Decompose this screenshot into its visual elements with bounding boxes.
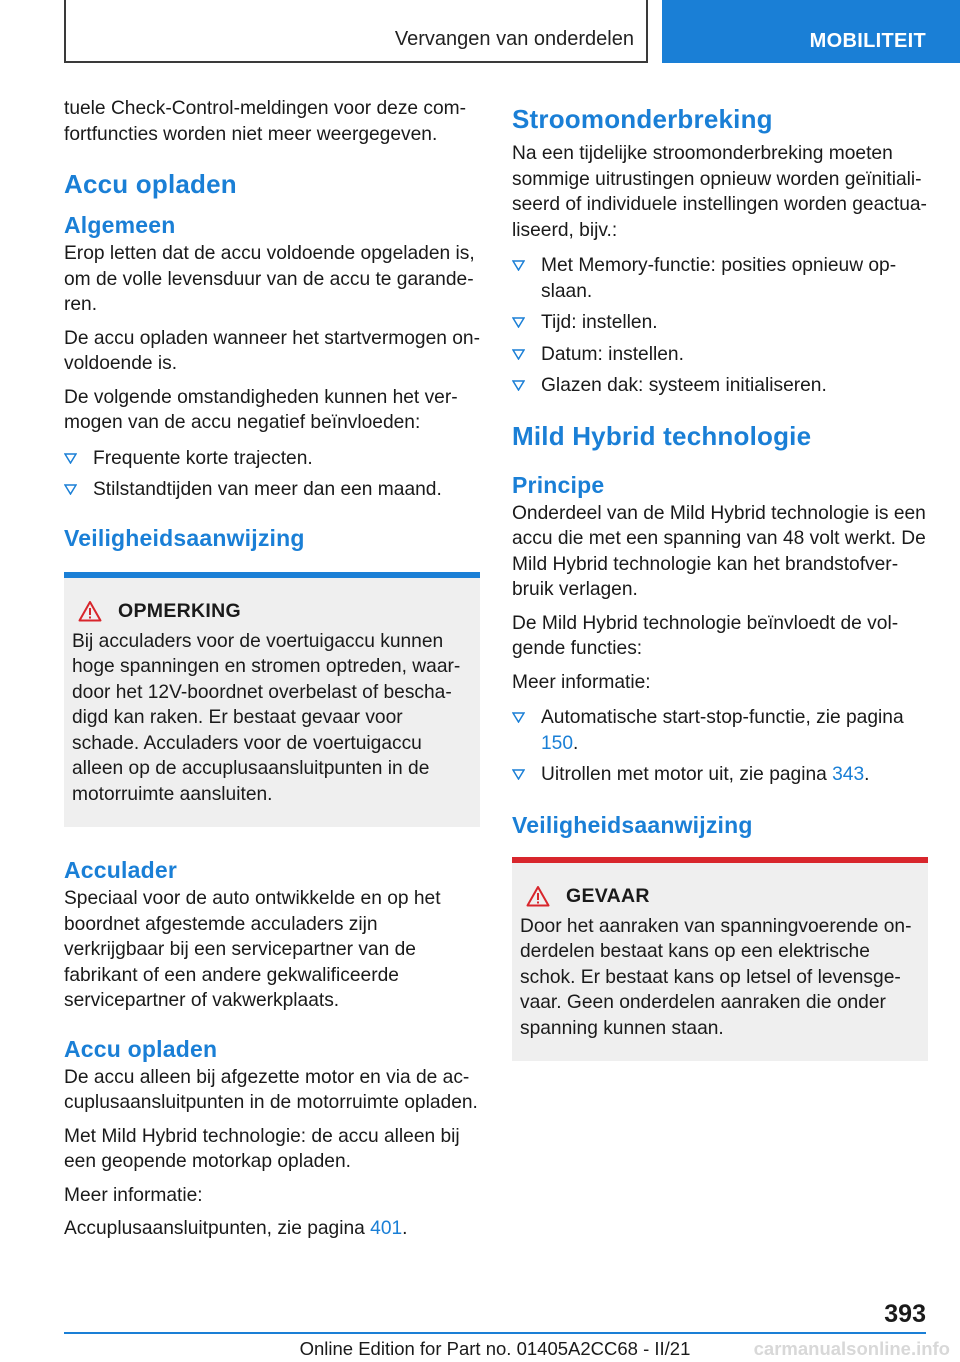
edition-text: Online Edition for Part no. 01405A2CC68 - II/21	[299, 1338, 691, 1359]
triangle-bullet-icon	[512, 317, 525, 328]
heading-veiligheidsaanwijzing: Veiligheidsaanwijzing	[512, 811, 753, 838]
list-item-text: Tijd: instellen.	[541, 312, 658, 333]
triangle-bullet-icon	[512, 712, 525, 723]
heading-accu-opladen-2: Accu opladen	[64, 1035, 218, 1062]
paragraph: Na een tijdelijke stroomonderbreking moeten sommige uitrustingen opnieuw worden geïnitialiseerd of individuele instellingen worden geactualiseerd, bijv.:	[512, 143, 927, 241]
reference-end: .	[402, 1218, 408, 1239]
paragraph: Onderdeel van de Mild Hybrid technologie is een accu die met een spanning van 48 volt werkt. De Mild Hybrid technologie kan het brandstofverbruik verlagen.	[512, 502, 926, 600]
paragraph: Meer informatie:	[64, 1184, 203, 1206]
list-item	[512, 762, 928, 788]
triangle-bullet-icon	[512, 349, 525, 360]
list-item-text: Glazen dak: systeem initialiseren.	[541, 375, 827, 396]
list-item-text: Stilstandtijden van meer dan een maand.	[93, 479, 442, 500]
list-item	[512, 342, 928, 368]
list-item	[64, 446, 480, 472]
notice-text: Bij acculaders voor de voertuigaccu kunnen hoge spanningen en stromen optreden, waardoor het 12V-boordnet overbelast of beschadigd kan raken. Er bestaat gevaar voor schade. Acculaders voor de voertuigaccu alleen op de accuplusaansluitpunten in de motorruimte aansluiten.	[72, 630, 461, 805]
notice-title: OPMERKING	[118, 599, 241, 622]
list-item	[512, 705, 928, 756]
paragraph: Meer informatie:	[512, 671, 651, 693]
warning-triangle-icon	[78, 600, 102, 622]
reference-text: Uitrollen met motor uit, zie pagina	[541, 764, 833, 785]
list-item	[512, 373, 928, 399]
triangle-bullet-icon	[64, 484, 77, 495]
chapter-title: MOBILITEIT	[809, 30, 926, 52]
list-item-text: Met Memory-functie: posities opnieuw opslaan.	[541, 255, 897, 302]
notice-box-opmerking	[64, 572, 480, 828]
heading-veiligheidsaanwijzing: Veiligheidsaanwijzing	[64, 524, 305, 551]
notice-text: Door het aanraken van spanningvoerende onderdelen bestaat kans op een elektrische schok. Er bestaat kans op letsel of levensgevaar. Geen onderdelen aanraken die onder spanning kunnen staan.	[520, 915, 912, 1039]
page-link-343[interactable]: 343	[832, 764, 865, 785]
reference-end: .	[573, 732, 579, 754]
list-item	[64, 477, 480, 503]
warning-triangle-icon	[526, 885, 550, 907]
heading-stroomonderbreking: Stroomonderbreking	[512, 104, 773, 134]
paragraph: De accu alleen bij afgezette motor en via de accuplusaansluitpunten in de motorruimte opladen.	[64, 1066, 478, 1113]
reference-paragraph	[64, 1216, 480, 1242]
triangle-bullet-icon	[512, 260, 525, 271]
list-item	[512, 253, 928, 304]
paragraph: De Mild Hybrid technologie beïnvloedt de volgende functies:	[512, 612, 899, 659]
heading-acculader: Acculader	[64, 857, 178, 883]
notice-title: GEVAAR	[566, 884, 650, 907]
running-header-section	[64, 0, 648, 63]
page-number: 393	[884, 1300, 926, 1328]
reference-text: Automatische start-stop-functie, zie pagina	[541, 707, 904, 728]
right-column	[512, 96, 928, 1061]
heading-principe: Principe	[512, 471, 605, 498]
paragraph: Met Mild Hybrid technologie: de accu alleen bij een geopende motorkap opladen.	[64, 1125, 460, 1172]
paragraph: De volgende omstandigheden kunnen het vermogen van de accu negatief beïnvloeden:	[64, 386, 458, 433]
paragraph: Speciaal voor de auto ontwikkelde en op het boordnet afgestemde acculaders zijn verkrijgbaar bij een servicepartner van de fabrikant of een andere gekwalificeerde servicepartner of vakwerkplaats.	[64, 888, 441, 1011]
left-column	[64, 96, 480, 1250]
list-item-text: Datum: instellen.	[541, 343, 684, 365]
heading-accu-opladen: Accu opladen	[64, 169, 237, 199]
watermark: carmanualsonline.info	[753, 1338, 950, 1359]
paragraph: Erop letten dat de accu voldoende opgeladen is, om de volle levensduur van de accu te garanderen.	[64, 243, 475, 315]
triangle-bullet-icon	[64, 453, 77, 464]
page-link-150[interactable]: 150	[541, 732, 574, 754]
triangle-bullet-icon	[512, 769, 525, 780]
intro-paragraph: tuele Check-Control-meldingen voor deze comfortfuncties worden niet meer weergegeven.	[64, 98, 467, 145]
bullet-list	[64, 446, 480, 503]
footer-divider	[64, 1332, 926, 1334]
bullet-list	[512, 253, 928, 399]
reference-list	[512, 705, 928, 788]
reference-end: .	[864, 764, 870, 785]
reference-text: Accuplusaansluitpunten, zie pagina	[64, 1218, 371, 1239]
notice-box-gevaar	[512, 857, 928, 1062]
running-header-chapter	[662, 0, 960, 63]
heading-mild-hybrid: Mild Hybrid technologie	[512, 420, 812, 451]
paragraph: De accu opladen wanneer het startvermogen onvoldoende is.	[64, 327, 480, 374]
section-title: Vervangen van onderdelen	[394, 28, 634, 50]
list-item	[512, 310, 928, 336]
triangle-bullet-icon	[512, 380, 525, 391]
list-item-text: Frequente korte trajecten.	[93, 447, 313, 469]
heading-algemeen: Algemeen	[64, 212, 176, 238]
page-link-401[interactable]: 401	[370, 1218, 403, 1239]
